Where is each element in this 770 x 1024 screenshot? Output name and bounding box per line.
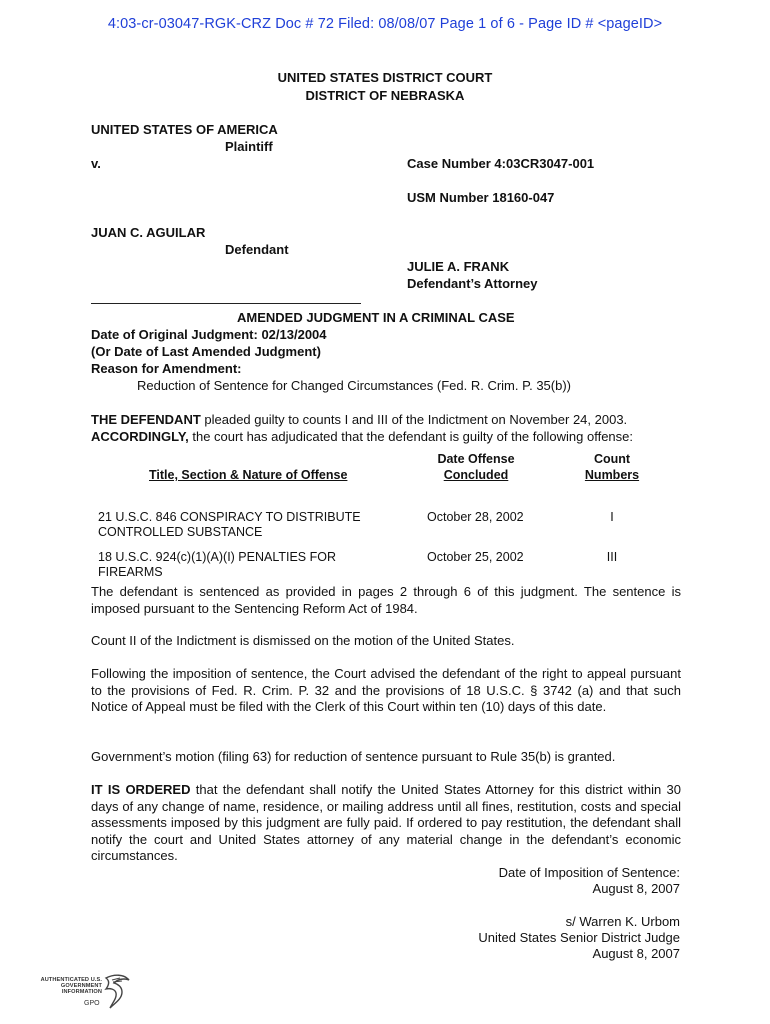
imposition-label: Date of Imposition of Sentence:	[498, 865, 680, 880]
offense-description-cont: FIREARMS	[98, 565, 163, 579]
court-district: DISTRICT OF NEBRASKA	[305, 88, 465, 103]
motion-paragraph: Government’s motion (filing 63) for reduction of sentence pursuant to Rule 35(b) is granted.	[91, 749, 616, 764]
last-amended-note: (Or Date of Last Amended Judgment)	[91, 344, 321, 359]
adjudication-label: ACCORDINGLY,	[91, 429, 189, 444]
attorney-name: JULIE A. FRANK	[407, 259, 510, 274]
plea-statement	[91, 412, 627, 427]
judgment-title: AMENDED JUDGMENT IN A CRIMINAL CASE	[237, 310, 515, 325]
gpo-authentication-logo	[40, 972, 132, 1014]
eagle-icon	[100, 972, 132, 1012]
attorney-role: Defendant’s Attorney	[407, 276, 538, 291]
offense-date: October 28, 2002	[427, 510, 524, 524]
header-date-offense: Date Offense	[437, 452, 515, 466]
dismissal-paragraph: Count II of the Indictment is dismissed on the motion of the United States.	[91, 633, 515, 648]
offense-count: III	[606, 550, 618, 564]
order-text: that the defendant shall notify the United States Attorney for this district within 30 days of any change of name, residence, or mailing address until all fines, restitution, costs and special assessments imposed by this judgment are fully paid. If ordered to pay restitution, the defendant shall notify the court and United States attorney of any material change in the defendant’s economic circumstances.	[91, 782, 681, 863]
offense-description-cont: CONTROLLED SUBSTANCE	[98, 525, 263, 539]
offense-description: 18 U.S.C. 924(c)(1)(A)(I) PENALTIES FOR	[98, 550, 337, 564]
caption-rule	[91, 303, 361, 304]
offense-date: October 25, 2002	[427, 550, 524, 564]
plea-text: pleaded guilty to counts I and III of the Indictment on November 24, 2003.	[200, 412, 628, 427]
header-count: Count	[593, 452, 631, 466]
original-judgment-date: Date of Original Judgment: 02/13/2004	[91, 327, 327, 342]
plaintiff-role: Plaintiff	[225, 139, 273, 154]
versus: v.	[91, 156, 101, 171]
usm-number: USM Number 18160-047	[407, 190, 555, 205]
offense-count: I	[610, 510, 614, 524]
offense-description: 21 U.S.C. 846 CONSPIRACY TO DISTRIBUTE	[98, 510, 361, 524]
appeal-paragraph: Following the imposition of sentence, the Court advised the defendant of the right to appeal pursuant to the provisions of Fed. R. Crim. P. 32 and the provisions of 18 U.S.C. § 3742 (a) and that such Notice of Appeal must be filed with the Clerk of this Court within ten (10) days of this date.	[91, 666, 681, 714]
judge-signature: s/ Warren K. Urbom	[565, 914, 680, 929]
plaintiff-name: UNITED STATES OF AMERICA	[91, 122, 278, 137]
court-name: UNITED STATES DISTRICT COURT	[277, 70, 493, 85]
gpo-label: GPO	[84, 1000, 100, 1007]
judge-title: United States Senior District Judge	[478, 930, 680, 945]
case-number: Case Number 4:03CR3047-001	[407, 156, 595, 171]
logo-text: AUTHENTICATED U.S. GOVERNMENT INFORMATION	[40, 977, 102, 996]
imposition-date: August 8, 2007	[592, 881, 680, 896]
header-numbers: Numbers	[584, 468, 640, 482]
header-offense-title: Title, Section & Nature of Offense	[149, 468, 348, 482]
order-label: IT IS ORDERED	[91, 782, 191, 797]
amendment-reason-text: Reduction of Sentence for Changed Circumstances (Fed. R. Crim. P. 35(b))	[137, 378, 572, 393]
adjudication-statement	[91, 429, 633, 444]
docket-header: 4:03-cr-03047-RGK-CRZ Doc # 72 Filed: 08/08/07 Page 1 of 6 - Page ID # <pageID>	[107, 16, 663, 32]
amendment-reason-label: Reason for Amendment:	[91, 361, 242, 376]
order-paragraph	[91, 782, 681, 865]
sentence-paragraph: The defendant is sentenced as provided in pages 2 through 6 of this judgment. The sentence is imposed pursuant to the Sentencing Reform Act of 1984.	[91, 584, 681, 616]
plea-label: THE DEFENDANT	[91, 412, 201, 427]
signature-date: August 8, 2007	[592, 946, 680, 961]
defendant-name: JUAN C. AGUILAR	[91, 225, 206, 240]
defendant-role: Defendant	[225, 242, 289, 257]
header-concluded: Concluded	[443, 468, 509, 482]
adjudication-text: the court has adjudicated that the defendant is guilty of the following offense:	[188, 429, 633, 444]
